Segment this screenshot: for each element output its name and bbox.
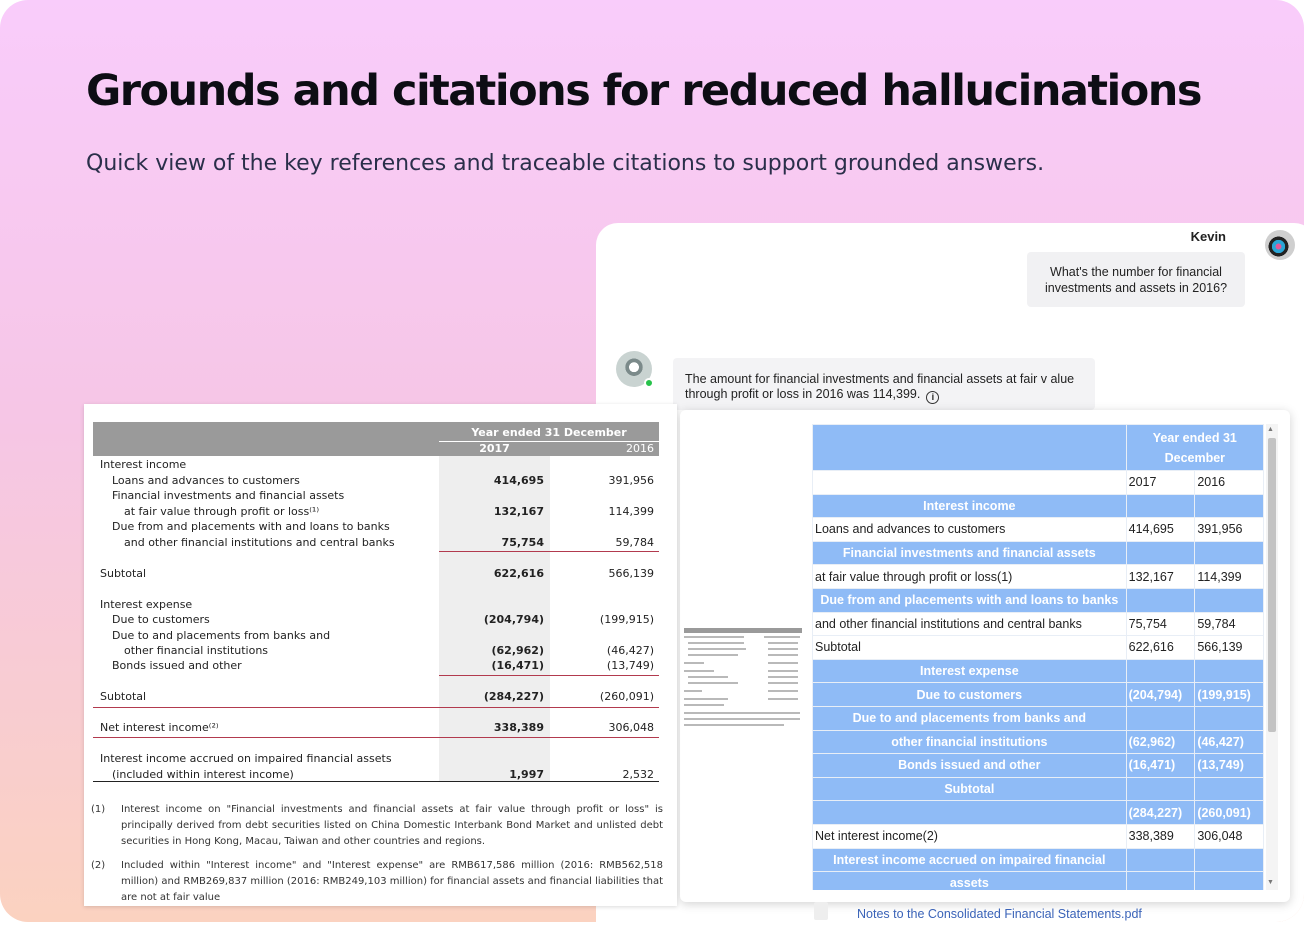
citation-row-2016 <box>1195 494 1264 518</box>
citation-row-2016: (260,091) <box>1195 801 1264 825</box>
row-value-2016: 306,048 <box>608 721 654 734</box>
citation-table-row <box>813 541 1264 565</box>
row-value-2017: 414,695 <box>493 474 544 487</box>
row-label: Subtotal <box>100 567 147 580</box>
thumbnail-text-line <box>768 648 798 650</box>
thumbnail-text-line <box>768 690 798 692</box>
row-value-2016: (199,915) <box>599 613 654 626</box>
citation-row-2017: (284,227) <box>1126 801 1195 825</box>
row-label: Financial investments and financial assets <box>112 489 345 502</box>
citation-row-2016: 59,784 <box>1195 612 1264 636</box>
row-value-2017: 338,389 <box>493 721 544 734</box>
thumbnail-text-line <box>768 676 798 678</box>
citation-row-2017: 75,754 <box>1126 612 1195 636</box>
thumbnail-text-line <box>768 654 798 656</box>
citation-row-2016: 391,956 <box>1195 518 1264 542</box>
row-label: Interest income accrued on impaired financial assets <box>100 752 392 765</box>
citation-row-2016: 566,139 <box>1195 636 1264 660</box>
citation-row-2017 <box>1126 494 1195 518</box>
table-rule <box>439 551 659 552</box>
row-label: Due to and placements from banks and <box>112 629 331 642</box>
citation-header-2016: 2016 <box>1195 471 1264 495</box>
thumbnail-text-line <box>768 670 798 672</box>
row-value-2016: (13,749) <box>606 659 654 672</box>
thumbnail-text-line <box>684 698 728 700</box>
page-title: Grounds and citations for reduced hallucinations <box>86 66 1202 116</box>
citation-row-2017: (16,471) <box>1126 754 1195 778</box>
citation-row-label: Interest income <box>813 494 1127 518</box>
header-2017: 2017 <box>479 442 510 455</box>
citation-row-2017 <box>1126 706 1195 730</box>
citation-header-row <box>813 471 1264 495</box>
citation-table-row <box>813 683 1264 707</box>
citation-row-2016 <box>1195 777 1264 801</box>
citation-row-2016 <box>1195 541 1264 565</box>
thumbnail-text-line <box>684 662 704 664</box>
header-2016: 2016 <box>626 442 654 455</box>
footnote-text: Interest income on "Financial investments and financial assets at fair value through profit or loss" is principally derived from debt securities listed on China Domestic Interbank Bond Market and unlisted debt securities in Hong Kong, Macau, Taiwan and other countries and regions. <box>121 804 663 847</box>
citation-row-2016 <box>1195 872 1264 890</box>
thumbnail-text-line <box>768 662 798 664</box>
citation-row-2017: 132,167 <box>1126 565 1195 589</box>
citation-header-year-line: December <box>1164 450 1226 465</box>
citation-table-row <box>813 588 1264 612</box>
citation-row-label: Due to customers <box>813 683 1127 707</box>
citation-table-row <box>813 518 1264 542</box>
row-label: at fair value through profit or loss⁽¹⁾ <box>124 505 320 518</box>
citation-row-2016: 114,399 <box>1195 565 1264 589</box>
row-label: Loans and advances to customers <box>112 474 300 487</box>
citation-row-2017: 622,616 <box>1126 636 1195 660</box>
footnote-text: Included within "Interest income" and "Interest expense" are RMB617,586 million (2016: RMB562,518 million) and RMB269,837 million (2016: RMB249,103 million) for financial assets and financial liabilities that are not at fair value <box>121 860 663 903</box>
thumbnail-text-line <box>764 636 800 638</box>
citation-row-label: Interest expense <box>813 659 1127 683</box>
citation-row-2016 <box>1195 588 1264 612</box>
row-value-2017: 622,616 <box>493 567 544 580</box>
citation-table-container[interactable] <box>812 424 1264 890</box>
thumbnail-text-line <box>768 682 798 684</box>
table-rule <box>93 707 659 708</box>
row-value-2017: (284,227) <box>483 690 544 703</box>
row-label: and other financial institutions and central banks <box>124 536 395 549</box>
thumbnail-text-line <box>688 654 738 656</box>
citation-page-thumbnail[interactable] <box>684 628 802 736</box>
row-label: Due to customers <box>112 613 210 626</box>
thumbnail-text-line <box>684 712 800 714</box>
citation-row-2016: 306,048 <box>1195 824 1264 848</box>
footnote <box>91 802 663 850</box>
citation-file-link[interactable]: Notes to the Consolidated Financial Statements.pdf <box>857 907 1142 921</box>
citation-row-2017 <box>1126 777 1195 801</box>
thumbnail-text-line <box>684 670 714 672</box>
row-value-2016: 566,139 <box>608 567 654 580</box>
row-value-2016: (46,427) <box>606 644 654 657</box>
citation-row-2017 <box>1126 659 1195 683</box>
online-status-dot <box>644 378 654 388</box>
citation-table-row <box>813 565 1264 589</box>
citation-table-row <box>813 848 1264 872</box>
citation-row-label: Due from and placements with and loans to banks <box>813 588 1127 612</box>
thumbnail-text-line <box>688 648 746 650</box>
citation-table-row <box>813 612 1264 636</box>
citation-table-row <box>813 659 1264 683</box>
thumbnail-text-line <box>688 676 728 678</box>
row-value-2017: (16,471) <box>491 659 544 672</box>
citation-row-label: Net interest income(2) <box>813 824 1127 848</box>
row-label: Subtotal <box>100 690 147 703</box>
footnote-number: (1) <box>91 804 106 815</box>
citation-table-row <box>813 754 1264 778</box>
citation-table-row <box>813 824 1264 848</box>
citation-row-2016 <box>1195 848 1264 872</box>
citation-row-2016: (13,749) <box>1195 754 1264 778</box>
citation-row-2017: 338,389 <box>1126 824 1195 848</box>
footnote-number: (2) <box>91 860 106 871</box>
citation-row-2017 <box>1126 848 1195 872</box>
citation-table-row <box>813 801 1264 825</box>
assistant-message <box>673 358 1095 410</box>
citation-row-label: Financial investments and financial assets <box>813 541 1127 565</box>
table-rule <box>93 737 659 738</box>
citation-row-2016 <box>1195 706 1264 730</box>
citation-header-year-line: Year ended 31 <box>1152 430 1237 445</box>
row-label: Interest expense <box>100 598 193 611</box>
footnote <box>91 858 663 906</box>
row-value-2017: 75,754 <box>501 536 544 549</box>
table-rule <box>439 675 659 676</box>
citation-row-label: Subtotal <box>813 777 1127 801</box>
citation-row-label: other financial institutions <box>813 730 1127 754</box>
citation-row-2017 <box>1126 872 1195 890</box>
citation-header-blank <box>813 425 1127 471</box>
citation-row-2016: (46,427) <box>1195 730 1264 754</box>
assistant-message-text: The amount for financial investments and financial assets at fair v alue through profit or loss in 2016 was 114,399. <box>685 372 1075 401</box>
citation-row-label: Due to and placements from banks and <box>813 706 1127 730</box>
citation-table <box>812 424 1264 890</box>
row-label: Interest income <box>100 458 187 471</box>
citation-table-row <box>813 706 1264 730</box>
file-icon <box>814 902 828 920</box>
row-value-2016: 2,532 <box>622 768 654 781</box>
thumbnail-text-line <box>684 690 702 692</box>
citation-row-2017: (204,794) <box>1126 683 1195 707</box>
header-year-range: Year ended 31 December <box>471 426 627 439</box>
thumbnail-text-line <box>684 724 784 726</box>
thumbnail-text-line <box>688 642 744 644</box>
citation-header-2017: 2017 <box>1126 471 1195 495</box>
citation-row-2017 <box>1126 541 1195 565</box>
citation-row-2017: (62,962) <box>1126 730 1195 754</box>
user-name: Kevin <box>1190 229 1226 244</box>
scroll-up-arrow-icon[interactable]: ▲ <box>1267 426 1274 433</box>
citation-row-2017 <box>1126 588 1195 612</box>
row-label: (included within interest income) <box>112 768 294 781</box>
thumbnail-text-line <box>688 682 738 684</box>
thumbnail-text-line <box>768 642 798 644</box>
thumbnail-text-line <box>684 718 800 720</box>
user-message: What's the number for financial investments and assets in 2016? <box>1027 252 1245 307</box>
thumbnail-text-line <box>684 628 802 633</box>
row-value-2016: 391,956 <box>608 474 654 487</box>
citation-table-row <box>813 730 1264 754</box>
citation-row-label: and other financial institutions and central banks <box>813 612 1127 636</box>
citation-row-label <box>813 801 1127 825</box>
row-value-2017: (62,962) <box>491 644 544 657</box>
row-value-2016: 59,784 <box>615 536 654 549</box>
row-value-2016: 114,399 <box>608 505 654 518</box>
citation-row-label: Subtotal <box>813 636 1127 660</box>
row-value-2016: (260,091) <box>599 690 654 703</box>
table-rule <box>93 781 659 782</box>
scroll-down-arrow-icon[interactable]: ▼ <box>1267 879 1274 886</box>
info-icon[interactable]: i <box>926 391 939 404</box>
row-label: Net interest income⁽²⁾ <box>100 721 219 734</box>
user-avatar[interactable] <box>1265 230 1295 260</box>
row-label: Bonds issued and other <box>112 659 242 672</box>
citation-table-row <box>813 636 1264 660</box>
citation-row-label: Interest income accrued on impaired financial <box>813 848 1127 872</box>
citation-row-label: Bonds issued and other <box>813 754 1127 778</box>
citation-row-2016: (199,915) <box>1195 683 1264 707</box>
row-label: other financial institutions <box>124 644 269 657</box>
citation-header-year <box>1126 425 1263 471</box>
page-subtitle: Quick view of the key references and traceable citations to support grounded answers. <box>86 151 1045 176</box>
row-value-2017: 132,167 <box>493 505 544 518</box>
row-value-2017: (204,794) <box>483 613 544 626</box>
citation-row-2017: 414,695 <box>1126 518 1195 542</box>
thumbnail-text-line <box>768 698 798 700</box>
citation-row-label: assets <box>813 872 1127 890</box>
citation-row-2016 <box>1195 659 1264 683</box>
source-document-excerpt <box>84 404 677 906</box>
citation-table-row <box>813 872 1264 890</box>
citation-row-label: at fair value through profit or loss(1) <box>813 565 1127 589</box>
citation-header-blank <box>813 471 1127 495</box>
citation-table-row <box>813 494 1264 518</box>
thumbnail-text-line <box>684 704 724 706</box>
row-label: Due from and placements with and loans to banks <box>112 520 390 533</box>
citation-header-row <box>813 425 1264 471</box>
thumbnail-text-line <box>684 636 744 638</box>
row-value-2017: 1,997 <box>509 768 544 781</box>
citation-table-row <box>813 777 1264 801</box>
scrollbar-thumb[interactable] <box>1268 438 1276 732</box>
citation-row-label: Loans and advances to customers <box>813 518 1127 542</box>
